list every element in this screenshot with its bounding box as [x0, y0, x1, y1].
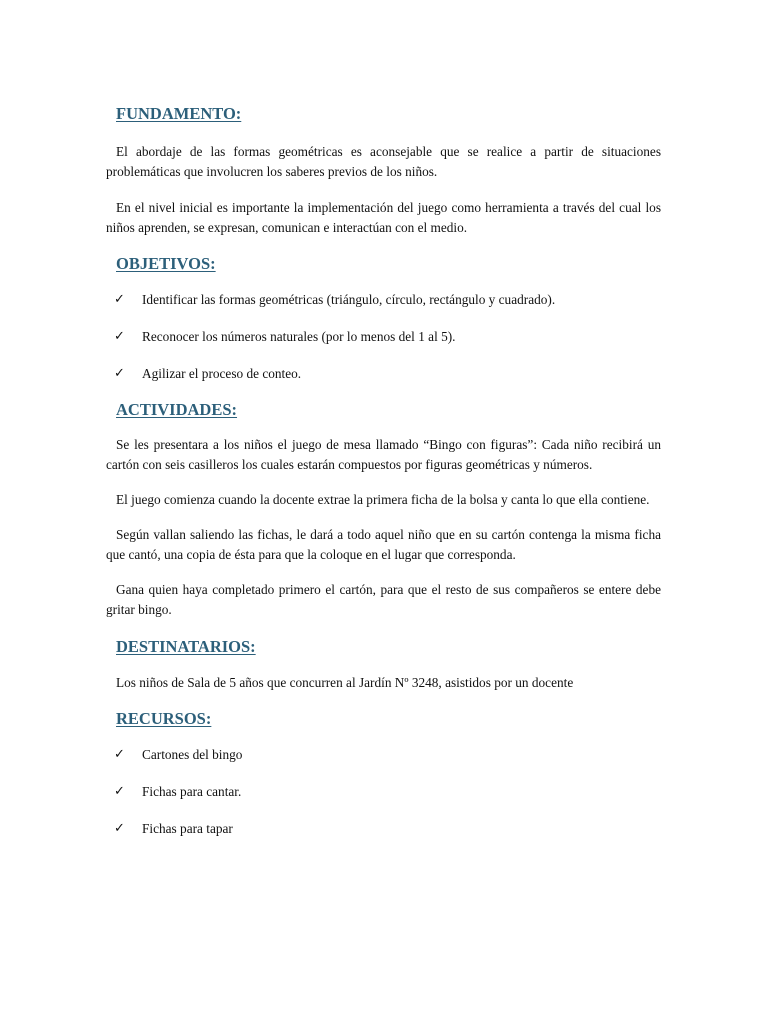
- actividades-paragraph-1: Se les presentara a los niños el juego de mesa llamado “Bingo con figuras”: Cada niño recibirá un cartón con seis casilleros los cuales estarán compuestos por figuras geométricas y números.: [106, 437, 661, 472]
- section-actividades: [106, 399, 661, 620]
- check-icon: ✓: [114, 747, 125, 762]
- heading-recursos: RECURSOS:: [116, 709, 212, 728]
- heading-actividades: ACTIVIDADES:: [116, 400, 238, 419]
- check-icon: ✓: [114, 821, 125, 836]
- list-item: [106, 327, 661, 347]
- actividades-paragraph-3: Según vallan saliendo las fichas, le dará a todo aquel niño que en su cartón contenga la misma ficha que cantó, una copia de ésta para que la coloque en el lugar que corresponda.: [106, 527, 661, 562]
- heading-objetivos: OBJETIVOS:: [116, 254, 216, 273]
- list-item: [106, 782, 661, 802]
- list-item: [106, 290, 661, 310]
- document-page: [106, 103, 661, 839]
- actividades-paragraph-2: El juego comienza cuando la docente extrae la primera ficha de la bolsa y canta lo que ella contiene.: [116, 492, 650, 507]
- section-destinatarios: [106, 636, 661, 693]
- destinatarios-paragraph: Los niños de Sala de 5 años que concurren al Jardín Nº 3248, asistidos por un docente: [116, 675, 574, 690]
- check-icon: ✓: [114, 292, 125, 307]
- fundamento-paragraph-1: El abordaje de las formas geométricas es aconsejable que se realice a partir de situaciones problemáticas que involucren los saberes previos de los niños.: [106, 144, 661, 179]
- check-icon: ✓: [114, 329, 125, 344]
- heading-destinatarios: DESTINATARIOS:: [116, 637, 256, 656]
- heading-fundamento: FUNDAMENTO:: [116, 104, 242, 123]
- list-item: [106, 364, 661, 384]
- objetivo-text: Reconocer los números naturales (por lo menos del 1 al 5).: [142, 329, 456, 344]
- fundamento-paragraph-2: En el nivel inicial es importante la implementación del juego como herramienta a través del cual los niños aprenden, se expresan, comunican e interactúan con el medio.: [106, 200, 661, 235]
- check-icon: ✓: [114, 366, 125, 381]
- objetivo-text: Identificar las formas geométricas (triángulo, círculo, rectángulo y cuadrado).: [142, 292, 556, 307]
- recurso-text: Fichas para tapar: [142, 821, 233, 836]
- section-objetivos: [106, 253, 661, 384]
- objetivos-list: [106, 290, 661, 384]
- list-item: [106, 745, 661, 765]
- actividades-paragraph-4: Gana quien haya completado primero el cartón, para que el resto de sus compañeros se entere debe gritar bingo.: [106, 582, 661, 617]
- recurso-text: Cartones del bingo: [142, 747, 243, 762]
- check-icon: ✓: [114, 784, 125, 799]
- section-fundamento: [106, 103, 661, 238]
- list-item: [106, 819, 661, 839]
- section-recursos: [106, 708, 661, 839]
- objetivo-text: Agilizar el proceso de conteo.: [142, 366, 302, 381]
- recurso-text: Fichas para cantar.: [142, 784, 242, 799]
- recursos-list: [106, 745, 661, 839]
